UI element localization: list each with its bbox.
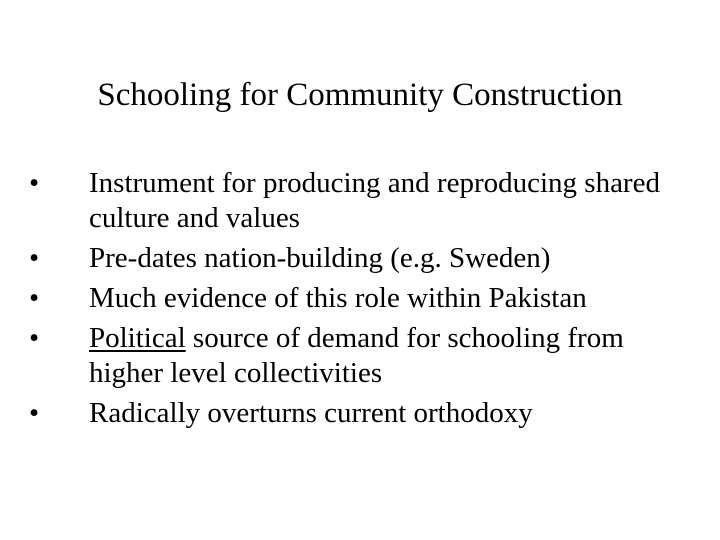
bullet-text: Radically overturns current orthodoxy <box>89 397 533 429</box>
bullet-item <box>29 396 689 431</box>
bullet-item <box>29 321 689 391</box>
bullet-icon: • <box>29 322 40 354</box>
bullet-icon: • <box>29 167 40 199</box>
bullet-text: Pre-dates nation-building (e.g. Sweden) <box>89 242 551 274</box>
emphasis-word: Political <box>89 322 186 354</box>
bullet-item <box>29 166 689 236</box>
bullet-list <box>29 166 689 436</box>
bullet-icon: • <box>29 242 40 274</box>
bullet-text <box>89 321 689 391</box>
bullet-item <box>29 241 689 276</box>
bullet-icon: • <box>29 282 40 314</box>
bullet-icon: • <box>29 397 40 429</box>
bullet-text-rest: source of demand for schooling from higher level collectivities <box>89 322 624 389</box>
bullet-text: Much evidence of this role within Pakistan <box>89 282 587 314</box>
bullet-item <box>29 281 689 316</box>
bullet-text: Instrument for producing and reproducing shared culture and values <box>89 167 660 234</box>
slide-title: Schooling for Community Construction <box>97 77 623 113</box>
